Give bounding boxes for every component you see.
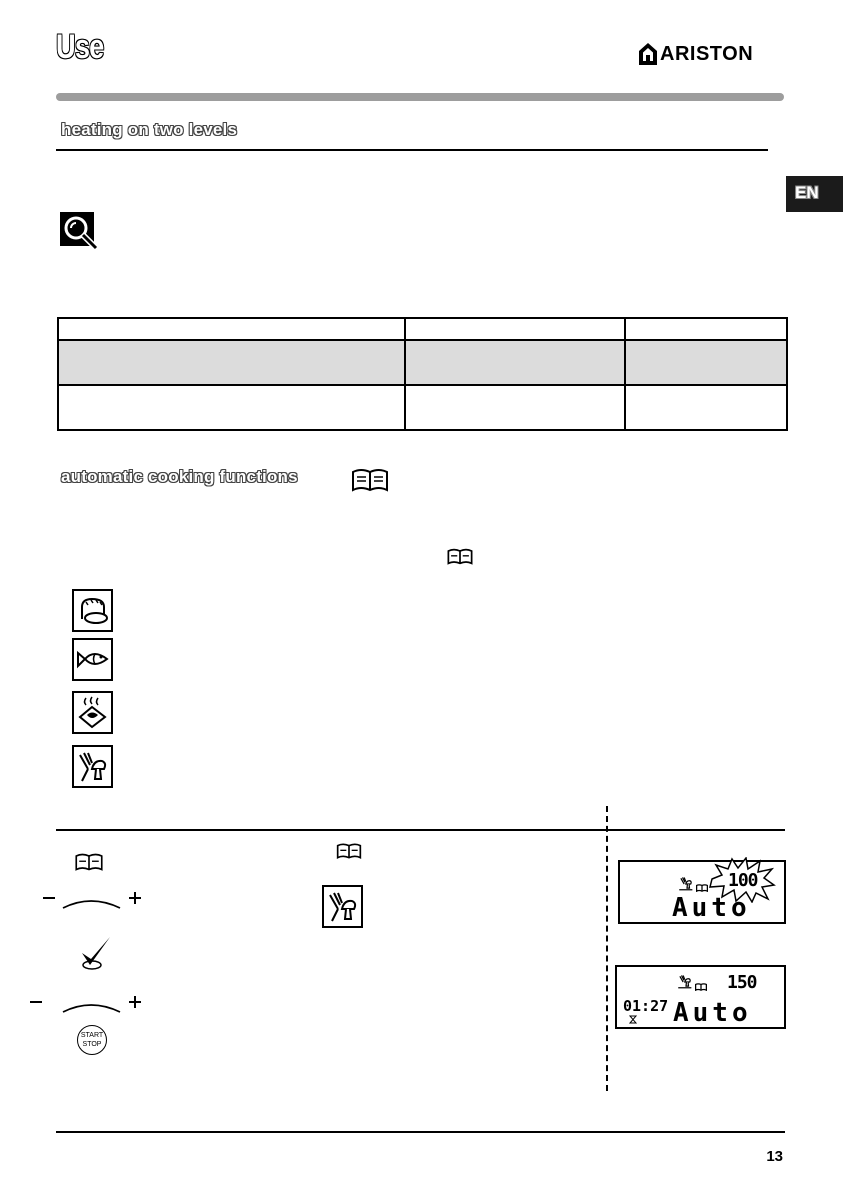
recipe-book-icon — [695, 983, 707, 991]
magnifier-icon — [60, 212, 102, 250]
table-cell — [405, 340, 625, 385]
recipe-book-icon — [68, 853, 110, 871]
vegetable-function-icon — [677, 973, 693, 989]
display-panel-2 — [615, 965, 786, 1029]
recipe-book-icon — [351, 468, 389, 492]
section-heading-heating: heating on two levels — [61, 120, 238, 139]
cooking-table — [57, 317, 788, 431]
fish-function-icon — [72, 638, 113, 681]
recipe-book-icon — [447, 548, 473, 565]
dashed-divider — [606, 806, 608, 1091]
table-row — [58, 385, 787, 430]
table-cell — [405, 385, 625, 430]
display-panel-1 — [618, 860, 786, 924]
selector-knob[interactable] — [40, 886, 144, 914]
confirm-check-icon[interactable] — [78, 935, 114, 973]
section-rule — [56, 149, 768, 151]
table-cell — [625, 318, 787, 340]
vegetable-function-icon — [322, 885, 363, 928]
display-time: 01:27 — [623, 997, 669, 1015]
bread-function-icon — [72, 589, 113, 632]
section-heading-auto: automatic cooking functions — [61, 467, 298, 486]
display-temperature: 150 — [727, 972, 757, 993]
vegetable-function-icon — [72, 745, 113, 788]
table-cell — [58, 318, 405, 340]
header-bar — [56, 93, 784, 101]
display-mode: Auto — [673, 998, 752, 1028]
table-row — [58, 340, 787, 385]
language-tab — [786, 176, 843, 212]
stop-label: STOP — [82, 1041, 102, 1048]
ariston-logo — [638, 41, 788, 67]
start-stop-button[interactable] — [77, 1025, 107, 1055]
procedure-rule — [56, 829, 785, 831]
recipe-book-icon — [336, 843, 362, 859]
table-cell — [58, 385, 405, 430]
recipe-book-icon — [696, 884, 708, 892]
table-cell — [625, 340, 787, 385]
table-cell — [405, 318, 625, 340]
vegetable-function-icon — [678, 875, 694, 891]
language-label: EN — [795, 183, 819, 202]
display-temperature: 100 — [728, 870, 758, 891]
table-header-row — [58, 318, 787, 340]
selector-knob[interactable] — [27, 990, 144, 1018]
table-cell — [58, 340, 405, 385]
page-number: 13 — [766, 1148, 783, 1165]
display-mode: Auto — [672, 893, 751, 923]
house-logo-icon — [638, 42, 658, 66]
start-label: START — [80, 1032, 104, 1039]
table-cell — [625, 385, 787, 430]
hourglass-icon — [629, 1015, 637, 1024]
footer-rule — [56, 1131, 785, 1133]
brand-name: ARISTON — [660, 43, 754, 65]
roast-function-icon — [72, 691, 113, 734]
page-title: Use — [56, 28, 104, 66]
